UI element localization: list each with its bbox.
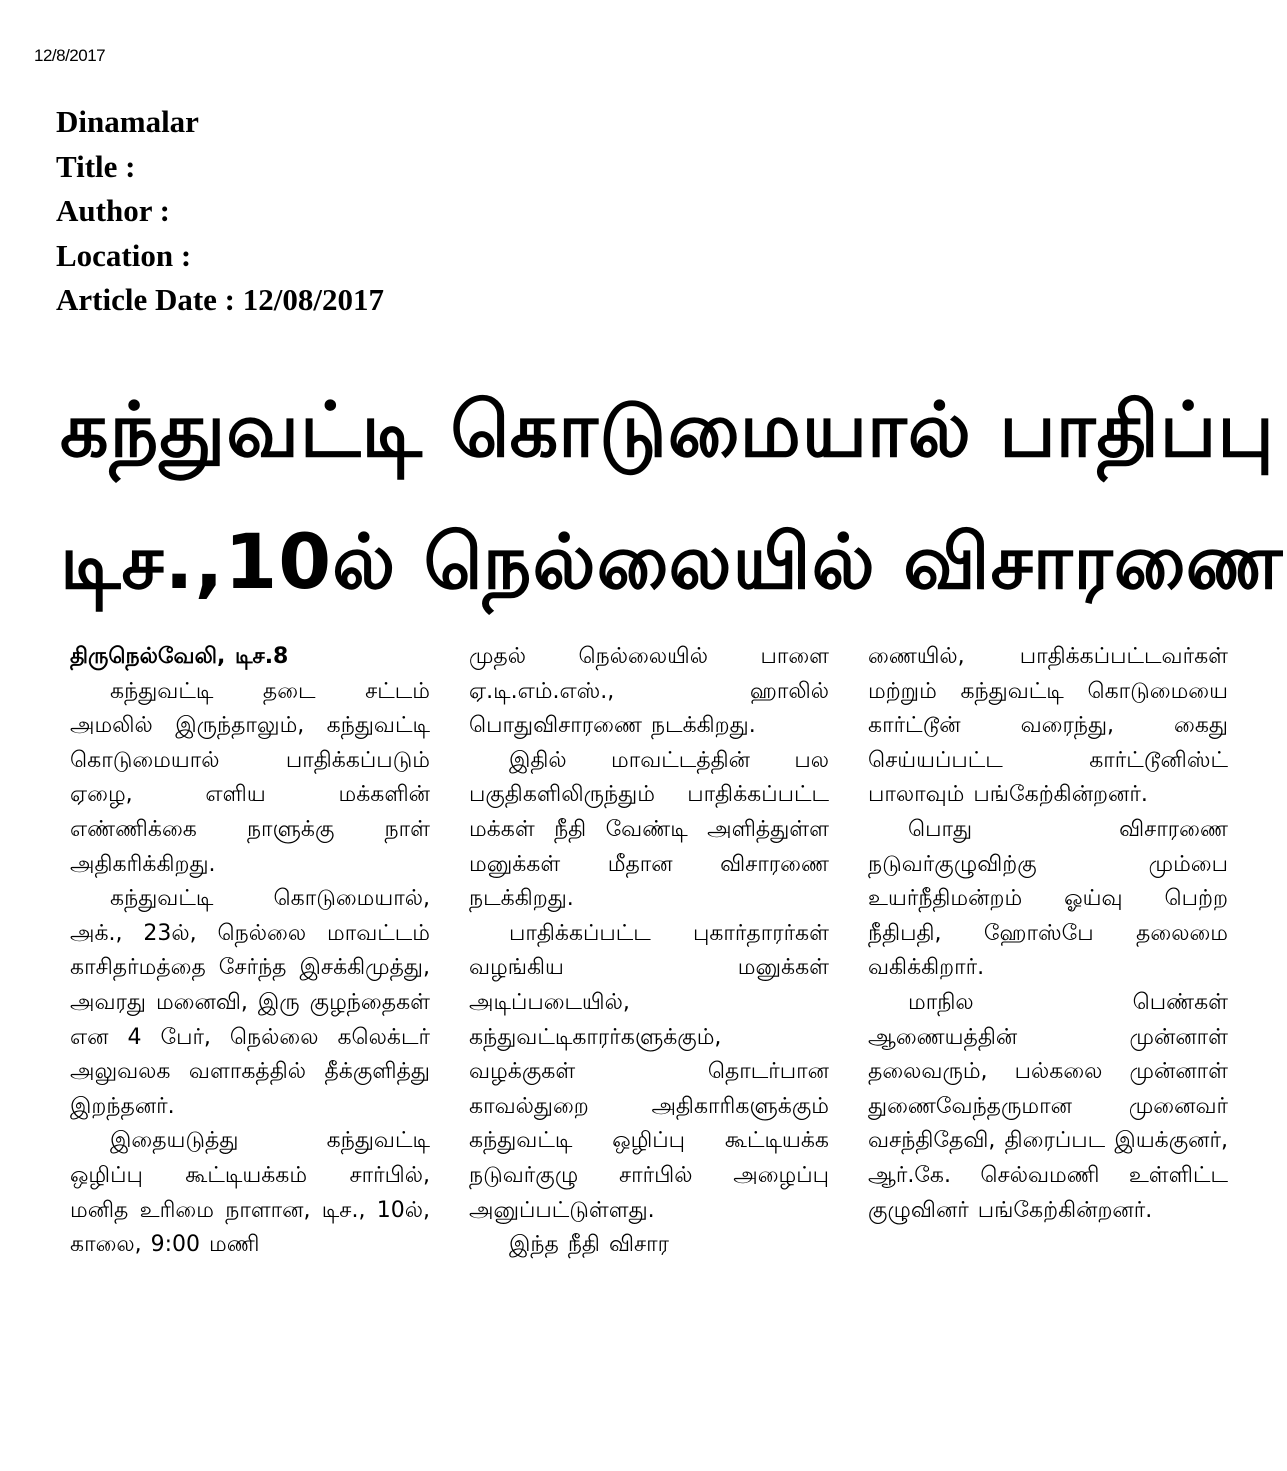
column-paragraph: இந்த நீதி விசார (509, 1232, 670, 1258)
column-paragraph: கந்துவட்டி தடை சட்டம் அமலில் இருந்தாலும், கந்துவட்டி கொடுமையால் பாதிக்கப்படும் ஏழை, எளிய மக்களின் எண்ணிக்கை நாளுக்கு நாள் அதிகரிக்கிறது. (70, 678, 430, 877)
column-paragraph: பொது விசாரணை நடுவர்குழுவிற்கு மும்பை உயர்நீதிமன்றம் ஓய்வு பெற்ற நீதிபதி, ஹோஸ்பே தலைமை வகிக்கிறார். (868, 816, 1228, 981)
article-date-line: Article Date : 12/08/2017 (56, 282, 384, 317)
title-line: Title : (56, 148, 136, 184)
clip-stamp-date: 12/8/2017 (34, 46, 106, 65)
column-paragraph: கந்துவட்டி கொடுமையால், அக்., 23ல், நெல்லை மாவட்டம் காசிதர்மத்தை சேர்ந்த இசக்கிமுத்து, அவரது மனைவி, இரு குழந்தைகள் என 4 பேர், நெல்லை கலெக்டர் அலுவலக வளாகத்தில் தீக்குளித்து இறந்தனர். (70, 886, 430, 1119)
dateline: திருநெல்வேலி, டிச.8 (70, 644, 289, 669)
article-column-1 (70, 640, 430, 1263)
article-meta (56, 100, 384, 323)
column-paragraph: முதல் நெல்லையில் பாளை ஏ.டி.எம்.எஸ்., ஹாலில் பொதுவிசாரணை நடக்கிறது. (469, 644, 829, 739)
location-line: Location : (56, 237, 192, 273)
column-paragraph: ணையில், பாதிக்கப்பட்டவர்கள் மற்றும் கந்துவட்டி கொடுமையை கார்ட்டூன் வரைந்து, கைது செய்யப்பட்ட கார்ட்டூனிஸ்ட் பாலாவும் பங்கேற்கின்றனர். (868, 644, 1228, 808)
column-paragraph: இதையடுத்து கந்துவட்டி ஒழிப்பு கூட்டியக்கம் சார்பில், மனித உரிமை நாளான, டிச., 10ல், காலை, 9:00 மணி (70, 1128, 430, 1258)
article-column-2 (469, 640, 829, 1263)
column-paragraph: பாதிக்கப்பட்ட புகார்தாரர்கள் வழங்கிய மனுக்கள் அடிப்படையில், கந்துவட்டிகாரர்களுக்கும், வழக்குகள் தொடர்பான காவல்துறை அதிகாரிகளுக்கும் கந்துவட்டி ஒழிப்பு கூட்டியக்க நடுவர்குழு சார்பில் அழைப்பு அனுப்பட்டுள்ளது. (469, 920, 829, 1223)
headline-line-2: டிச.,10ல் நெல்லையில் விசாரணை (60, 517, 1284, 606)
publication-name: Dinamalar (56, 104, 199, 139)
column-paragraph: இதில் மாவட்டத்தின் பல பகுதிகளிலிருந்தும் பாதிக்கப்பட்ட மக்கள் நீதி வேண்டி அளித்துள்ள மனுக்கள் மீதான விசாரணை நடக்கிறது. (469, 747, 829, 912)
headline-line-1: கந்துவட்டி கொடுமையால் பாதிப்பு (60, 385, 1275, 474)
column-paragraph: மாநில பெண்கள் ஆணையத்தின் முன்னாள் தலைவரும், பல்கலை முன்னாள் துணைவேந்தருமான முனைவர் வசந்திதேவி, திரைப்பட இயக்குனர், ஆர்.கே. செல்வமணி உள்ளிட்ட குழுவினர் பங்கேற்கின்றனர். (868, 989, 1228, 1223)
article-column-3 (868, 640, 1228, 1228)
author-line: Author : (56, 193, 170, 228)
